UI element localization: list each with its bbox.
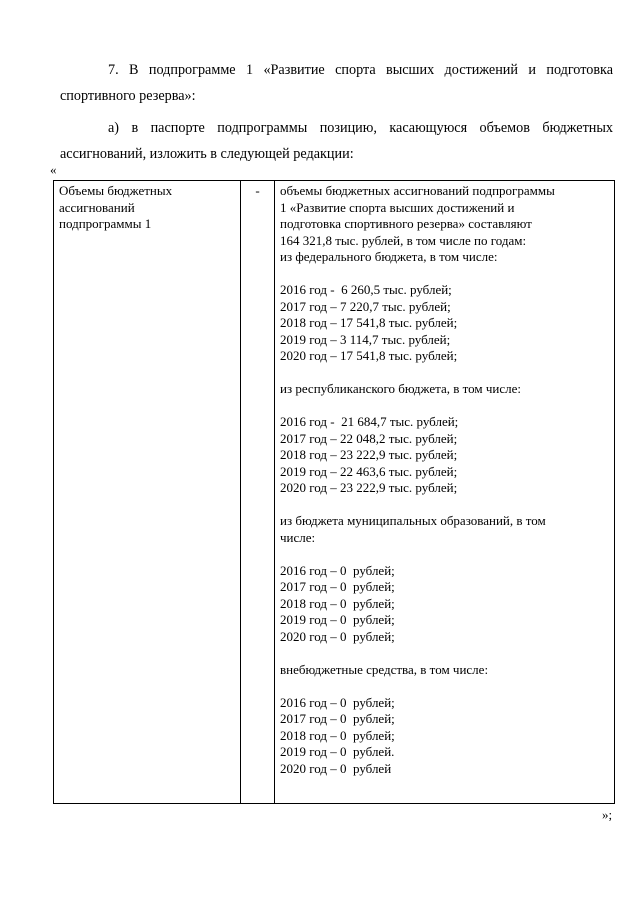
content-cell [275,181,615,804]
municipal-year-line: 2019 год – 0 рублей; [280,612,395,627]
label-cell [54,181,241,804]
municipal-year-line: 2017 год – 0 рублей; [280,579,395,594]
dash-mark: - [255,183,260,198]
intro-line: объемы бюджетных ассигнований подпрограммы [280,183,555,198]
spacer [280,497,609,514]
federal-year-line: 2020 год – 17 541,8 тыс. рублей; [280,348,458,363]
republic-year-line: 2020 год – 23 222,9 тыс. рублей; [280,480,458,495]
municipal-heading: числе: [280,529,316,545]
intro-line: 164 321,8 тыс. рублей, в том числе по годам: [280,232,527,248]
spacer [280,365,609,382]
republic-year-line: 2017 год – 22 048,2 тыс. рублей; [280,430,458,446]
spacer [280,678,609,695]
federal-year-line: 2018 год – 17 541,8 тыс. рублей; [280,315,458,330]
municipal-year-line: 2020 год – 0 рублей; [280,628,395,644]
offbudget-year-line: 2020 год – 0 рублей [280,760,392,776]
label-line: подпрограммы 1 [59,216,152,231]
label-line: Объемы бюджетных [59,183,173,198]
offbudget-year-line: 2018 год – 0 рублей; [280,727,395,743]
offbudget-year-line: 2016 год – 0 рублей; [280,694,395,710]
paragraph-passport-change [60,115,613,167]
table-row [54,181,615,804]
paragraph-subprogram-change-text: 7. В подпрограмме 1 «Развитие спорта высших достижений и подготовка спортивного резерва»: [60,62,613,104]
dash-cell [241,181,275,804]
republic-year-line: 2019 год – 22 463,6 тыс. рублей; [280,463,458,479]
municipal-year-line: 2018 год – 0 рублей; [280,595,395,611]
paragraph-passport-change-text: а) в паспорте подпрограммы позицию, касающуюся объемов бюджетных ассигнований, изложить в следующей редакции: [60,120,613,162]
federal-year-line: 2017 год – 7 220,7 тыс. рублей; [280,298,451,314]
intro-line: из федерального бюджета, в том числе: [280,249,498,264]
spacer [280,546,609,563]
intro-line: 1 «Развитие спорта высших достижений и [280,199,515,215]
federal-year-line: 2019 год – 3 114,7 тыс. рублей; [280,331,451,347]
spacer [280,398,609,415]
label-line: ассигнований [59,199,135,215]
offbudget-heading: внебюджетные средства, в том числе: [280,661,489,677]
republic-heading: из республиканского бюджета, в том числе: [280,381,521,396]
offbudget-year-line: 2017 год – 0 рублей; [280,711,395,726]
federal-year-line: 2016 год - 6 260,5 тыс. рублей; [280,282,452,297]
spacer [280,645,609,662]
intro-line: подготовка спортивного резерва» составляют [280,216,532,231]
closing-quote: »; [602,807,613,822]
paragraph-subprogram-change [60,57,613,109]
municipal-year-line: 2016 год – 0 рублей; [280,562,395,578]
municipal-heading: из бюджета муниципальных образований, в том [280,513,546,528]
opening-quote: « [50,162,57,177]
republic-year-line: 2018 год – 23 222,9 тыс. рублей; [280,447,458,462]
offbudget-year-line: 2019 год – 0 рублей. [280,744,395,759]
spacer [280,266,609,283]
republic-year-line: 2016 год - 21 684,7 тыс. рублей; [280,414,459,429]
passport-table [53,180,615,804]
